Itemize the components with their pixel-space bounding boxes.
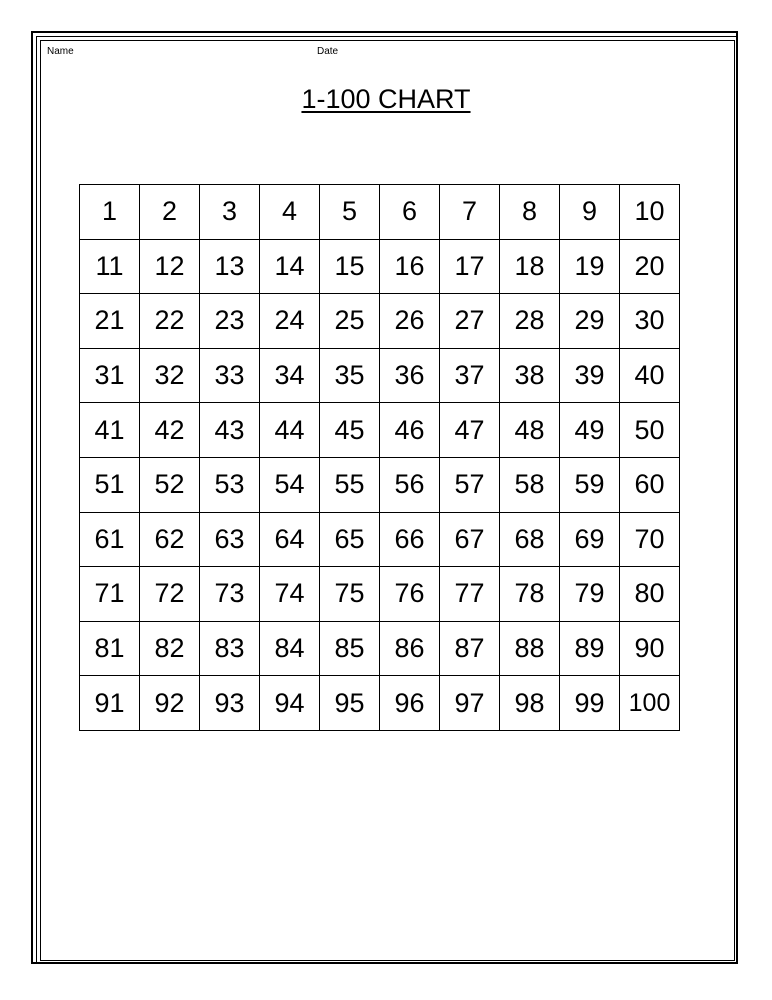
page-title: 1-100 CHART [301,84,471,114]
grid-cell: 93 [200,676,260,731]
grid-cell: 48 [500,403,560,458]
grid-cell: 29 [560,294,620,349]
grid-cell: 10 [620,185,680,240]
grid-cell: 40 [620,348,680,403]
grid-cell: 87 [440,621,500,676]
grid-cell: 42 [140,403,200,458]
grid-row [80,239,680,294]
grid-cell: 53 [200,457,260,512]
grid-cell: 58 [500,457,560,512]
grid-row [80,348,680,403]
grid-cell: 30 [620,294,680,349]
grid-cell: 75 [320,567,380,622]
grid-cell: 44 [260,403,320,458]
grid-cell: 52 [140,457,200,512]
grid-cell: 11 [80,239,140,294]
grid-cell: 5 [320,185,380,240]
grid-cell: 73 [200,567,260,622]
grid-cell: 96 [380,676,440,731]
grid-cell: 49 [560,403,620,458]
grid-cell: 46 [380,403,440,458]
grid-cell: 92 [140,676,200,731]
grid-cell: 65 [320,512,380,567]
grid-cell: 69 [560,512,620,567]
grid-cell: 16 [380,239,440,294]
grid-cell: 71 [80,567,140,622]
grid-cell: 90 [620,621,680,676]
grid-cell: 35 [320,348,380,403]
grid-cell: 86 [380,621,440,676]
grid-cell: 38 [500,348,560,403]
grid-row [80,512,680,567]
grid-cell: 12 [140,239,200,294]
grid-cell: 14 [260,239,320,294]
grid-cell: 66 [380,512,440,567]
grid-cell: 1 [80,185,140,240]
grid-cell: 56 [380,457,440,512]
grid-cell: 39 [560,348,620,403]
grid-cell: 31 [80,348,140,403]
grid-cell: 83 [200,621,260,676]
grid-cell: 47 [440,403,500,458]
grid-cell: 97 [440,676,500,731]
grid-cell: 74 [260,567,320,622]
grid-cell: 76 [380,567,440,622]
grid-cell: 99 [560,676,620,731]
grid-cell: 72 [140,567,200,622]
grid-cell: 24 [260,294,320,349]
grid-cell: 7 [440,185,500,240]
grid-cell: 78 [500,567,560,622]
grid-cell: 18 [500,239,560,294]
grid-cell: 64 [260,512,320,567]
grid-cell: 13 [200,239,260,294]
grid-cell: 61 [80,512,140,567]
grid-row [80,185,680,240]
grid-cell: 32 [140,348,200,403]
grid-cell: 22 [140,294,200,349]
grid-row [80,621,680,676]
grid-row [80,676,680,731]
grid-cell: 4 [260,185,320,240]
grid-cell: 43 [200,403,260,458]
grid-cell: 59 [560,457,620,512]
grid-cell: 20 [620,239,680,294]
grid-cell: 34 [260,348,320,403]
grid-cell: 89 [560,621,620,676]
grid-row [80,403,680,458]
grid-cell: 36 [380,348,440,403]
grid-row [80,567,680,622]
grid-cell: 100 [620,676,680,731]
grid-cell: 98 [500,676,560,731]
number-grid-body [80,185,680,731]
grid-cell: 82 [140,621,200,676]
grid-row [80,457,680,512]
grid-cell: 91 [80,676,140,731]
grid-cell: 79 [560,567,620,622]
grid-cell: 28 [500,294,560,349]
grid-cell: 88 [500,621,560,676]
grid-cell: 25 [320,294,380,349]
grid-cell: 3 [200,185,260,240]
grid-cell: 50 [620,403,680,458]
grid-cell: 84 [260,621,320,676]
grid-cell: 60 [620,457,680,512]
grid-cell: 21 [80,294,140,349]
grid-cell: 81 [80,621,140,676]
grid-cell: 8 [500,185,560,240]
grid-cell: 6 [380,185,440,240]
grid-cell: 37 [440,348,500,403]
grid-cell: 26 [380,294,440,349]
grid-cell: 54 [260,457,320,512]
grid-cell: 95 [320,676,380,731]
grid-cell: 17 [440,239,500,294]
grid-cell: 68 [500,512,560,567]
grid-cell: 45 [320,403,380,458]
grid-row [80,294,680,349]
grid-cell: 15 [320,239,380,294]
grid-cell: 85 [320,621,380,676]
grid-cell: 67 [440,512,500,567]
grid-cell: 80 [620,567,680,622]
grid-cell: 9 [560,185,620,240]
grid-cell: 23 [200,294,260,349]
grid-cell: 19 [560,239,620,294]
name-label: Name [47,46,74,57]
grid-cell: 55 [320,457,380,512]
grid-cell: 51 [80,457,140,512]
grid-cell: 94 [260,676,320,731]
date-label: Date [317,46,339,57]
grid-cell: 77 [440,567,500,622]
grid-cell: 33 [200,348,260,403]
grid-cell: 27 [440,294,500,349]
grid-cell: 62 [140,512,200,567]
number-grid [79,184,680,731]
grid-cell: 2 [140,185,200,240]
grid-cell: 70 [620,512,680,567]
grid-cell: 41 [80,403,140,458]
grid-cell: 57 [440,457,500,512]
grid-cell: 63 [200,512,260,567]
